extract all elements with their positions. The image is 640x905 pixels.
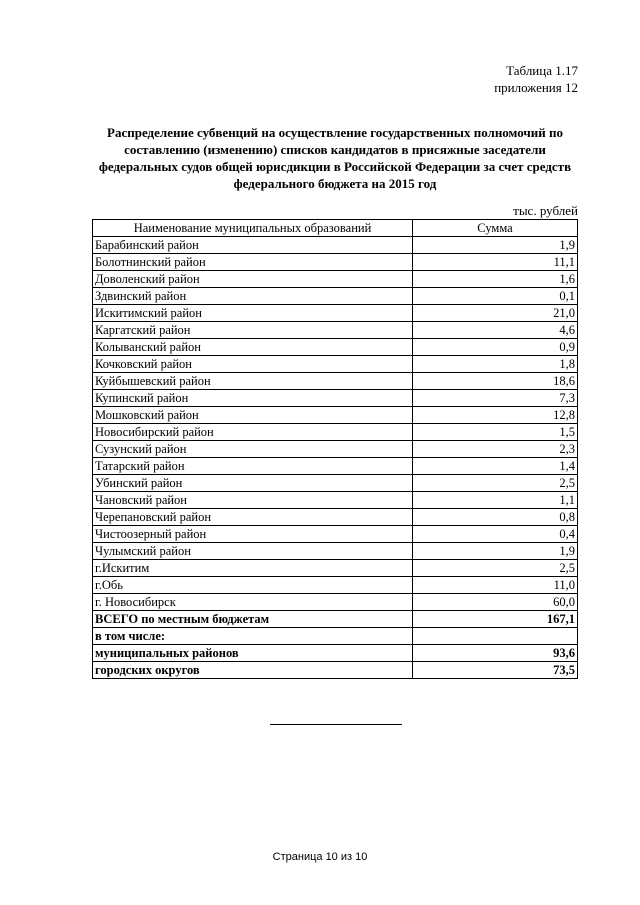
page-footer: Страница 10 из 10 xyxy=(272,851,368,863)
municipality-sum: 0,9 xyxy=(413,339,578,356)
municipality-sum: 1,1 xyxy=(413,492,578,509)
table-row xyxy=(93,288,578,305)
municipality-sum: 11,0 xyxy=(413,577,578,594)
municipality-name: Искитимский район xyxy=(93,305,413,322)
municipality-sum: 21,0 xyxy=(413,305,578,322)
table-row xyxy=(93,560,578,577)
municipality-name: Черепановский район xyxy=(93,509,413,526)
municipality-sum: 0,4 xyxy=(413,526,578,543)
table-row xyxy=(93,526,578,543)
including-label: в том числе: xyxy=(93,628,413,645)
municipality-sum: 4,6 xyxy=(413,322,578,339)
table-row xyxy=(93,509,578,526)
municipality-name: Чулымский район xyxy=(93,543,413,560)
municipality-sum: 18,6 xyxy=(413,373,578,390)
urban-label: городских округов xyxy=(93,662,413,679)
table-number: Таблица 1.17 xyxy=(506,63,578,78)
municipality-name: Купинский район xyxy=(93,390,413,407)
column-header-name: Наименование муниципальных образований xyxy=(93,220,413,237)
municipality-name: Новосибирский район xyxy=(93,424,413,441)
municipality-name: Чановский район xyxy=(93,492,413,509)
table-row xyxy=(93,322,578,339)
table-row xyxy=(93,594,578,611)
municipality-sum: 1,5 xyxy=(413,424,578,441)
urban-value: 73,5 xyxy=(413,662,578,679)
table-row xyxy=(93,424,578,441)
municipality-name: Болотнинский район xyxy=(93,254,413,271)
municipality-name: г.Обь xyxy=(93,577,413,594)
including-row xyxy=(93,628,578,645)
table-header-row xyxy=(93,220,578,237)
table-reference xyxy=(494,62,578,96)
municipality-sum: 1,6 xyxy=(413,271,578,288)
table-row xyxy=(93,373,578,390)
municipality-sum: 11,1 xyxy=(413,254,578,271)
table-row xyxy=(93,543,578,560)
table-row xyxy=(93,271,578,288)
municipality-sum: 12,8 xyxy=(413,407,578,424)
total-row xyxy=(93,611,578,628)
table-row xyxy=(93,237,578,254)
column-header-sum: Сумма xyxy=(413,220,578,237)
table-row xyxy=(93,577,578,594)
table-row xyxy=(93,441,578,458)
municipality-name: Барабинский район xyxy=(93,237,413,254)
urban-row xyxy=(93,662,578,679)
closing-rule xyxy=(270,724,402,725)
table-row xyxy=(93,305,578,322)
municipal-label: муниципальных районов xyxy=(93,645,413,662)
municipality-name: Колыванский район xyxy=(93,339,413,356)
unit-label: тыс. рублей xyxy=(513,203,578,218)
table-summary xyxy=(93,611,578,679)
municipality-name: Татарский район xyxy=(93,458,413,475)
municipality-name: Чистоозерный район xyxy=(93,526,413,543)
municipality-name: Каргатский район xyxy=(93,322,413,339)
total-value: 167,1 xyxy=(413,611,578,628)
municipality-sum: 1,4 xyxy=(413,458,578,475)
municipality-sum: 2,5 xyxy=(413,475,578,492)
table-row xyxy=(93,356,578,373)
municipality-name: Сузунский район xyxy=(93,441,413,458)
municipality-sum: 1,8 xyxy=(413,356,578,373)
table-row xyxy=(93,407,578,424)
municipality-sum: 2,5 xyxy=(413,560,578,577)
document-title xyxy=(92,124,578,192)
municipal-row xyxy=(93,645,578,662)
table-row xyxy=(93,254,578,271)
table-row xyxy=(93,339,578,356)
municipality-sum: 0,8 xyxy=(413,509,578,526)
including-value xyxy=(413,628,578,645)
municipality-name: Доволенский район xyxy=(93,271,413,288)
subsidy-table xyxy=(92,219,578,679)
municipality-sum: 60,0 xyxy=(413,594,578,611)
municipality-name: Убинский район xyxy=(93,475,413,492)
municipality-name: г.Искитим xyxy=(93,560,413,577)
appendix-number: приложения 12 xyxy=(494,80,578,95)
municipality-name: Кочковский район xyxy=(93,356,413,373)
table-row xyxy=(93,475,578,492)
table-row xyxy=(93,492,578,509)
municipality-name: Куйбышевский район xyxy=(93,373,413,390)
municipality-sum: 2,3 xyxy=(413,441,578,458)
municipality-name: Мошковский район xyxy=(93,407,413,424)
municipality-name: Здвинский район xyxy=(93,288,413,305)
table-row xyxy=(93,390,578,407)
table-body xyxy=(93,237,578,611)
total-label: ВСЕГО по местным бюджетам xyxy=(93,611,413,628)
municipality-sum: 0,1 xyxy=(413,288,578,305)
title-line-2: составлению (изменению) списков кандидатов в присяжные заседатели xyxy=(124,142,546,157)
municipal-value: 93,6 xyxy=(413,645,578,662)
title-line-4: федерального бюджета на 2015 год xyxy=(233,176,437,191)
municipality-sum: 1,9 xyxy=(413,237,578,254)
municipality-sum: 7,3 xyxy=(413,390,578,407)
municipality-sum: 1,9 xyxy=(413,543,578,560)
table-row xyxy=(93,458,578,475)
title-line-3: федеральных судов общей юрисдикции в Российской Федерации за счет средств xyxy=(98,159,572,174)
title-line-1: Распределение субвенций на осуществление государственных полномочий по xyxy=(107,125,563,140)
municipality-name: г. Новосибирск xyxy=(93,594,413,611)
